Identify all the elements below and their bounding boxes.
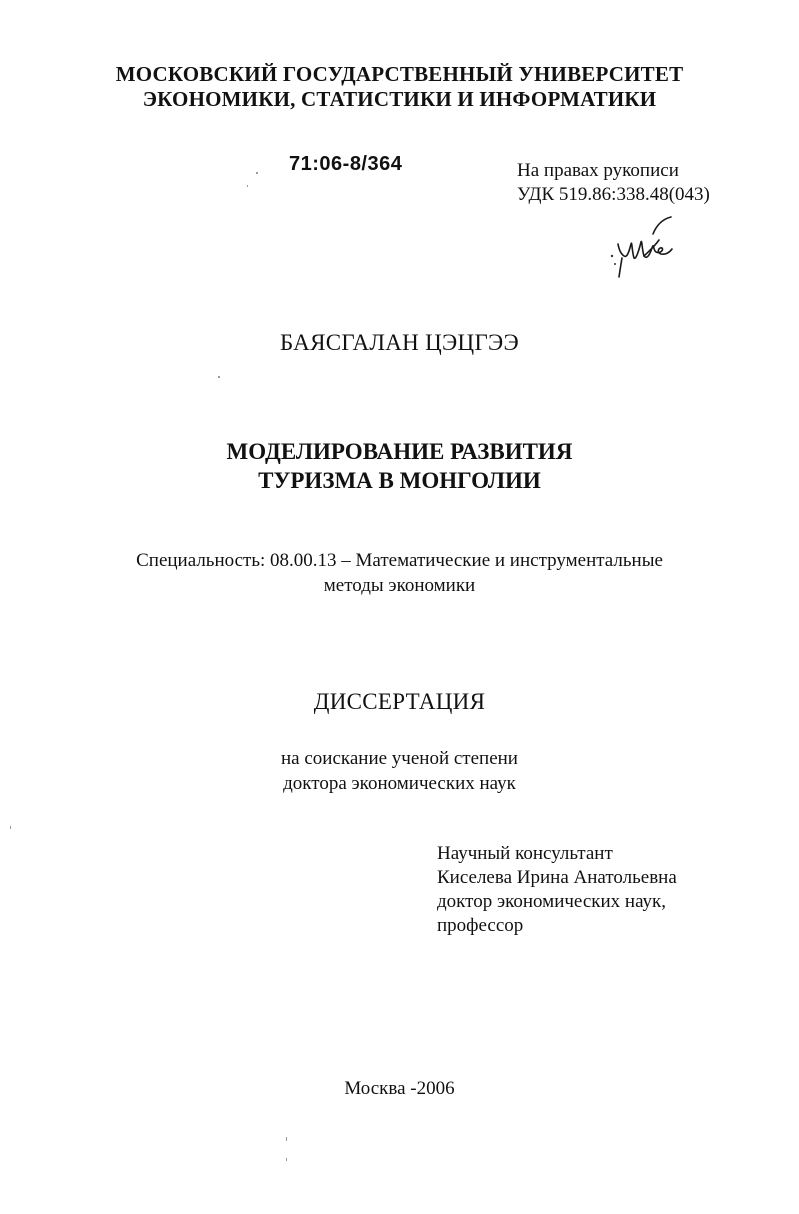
- university-name: [0, 62, 799, 112]
- degree-line-1: на соискание ученой степени: [281, 748, 518, 769]
- library-code: 71:06-8/364: [289, 153, 403, 175]
- manuscript-rights-block: [517, 159, 710, 207]
- scan-speck: [286, 1137, 287, 1141]
- degree-block: [0, 746, 799, 796]
- title-line-2: ТУРИЗМА В МОНГОЛИИ: [258, 468, 541, 493]
- specialty-line-1: Специальность: 08.00.13 – Математические и инструментальные: [136, 550, 663, 571]
- scan-speck: [286, 1158, 287, 1161]
- document-type: ДИССЕРТАЦИЯ: [313, 689, 486, 714]
- scan-speck: [256, 172, 258, 174]
- university-line-2: ЭКОНОМИКИ, СТАТИСТИКИ И ИНФОРМАТИКИ: [142, 87, 657, 111]
- scientific-consultant-block: [437, 842, 677, 938]
- university-line-1: МОСКОВСКИЙ ГОСУДАРСТВЕННЫЙ УНИВЕРСИТЕТ: [115, 62, 684, 86]
- consultant-name: Киселева Ирина Анатольевна: [437, 867, 677, 888]
- udc-code: УДК 519.86:338.48(043): [517, 184, 710, 205]
- scan-speck: [218, 376, 220, 378]
- dissertation-title: [0, 437, 799, 495]
- consultant-role: Научный консультант: [437, 843, 613, 864]
- title-line-1: МОДЕЛИРОВАНИЕ РАЗВИТИЯ: [226, 439, 573, 464]
- author-name: БАЯСГАЛАН ЦЭЦГЭЭ: [279, 330, 520, 355]
- degree-line-2: доктора экономических наук: [283, 773, 516, 794]
- scan-speck: [10, 826, 11, 829]
- consultant-title: профессор: [437, 915, 524, 936]
- manuscript-rights-label: На правах рукописи: [517, 160, 679, 181]
- specialty-block: [0, 548, 799, 598]
- city-year: Москва -2006: [344, 1078, 455, 1099]
- specialty-line-2: методы экономики: [323, 575, 476, 596]
- consultant-degree: доктор экономических наук,: [437, 891, 667, 912]
- handwritten-signature: [604, 214, 684, 280]
- scan-speck: [247, 185, 248, 187]
